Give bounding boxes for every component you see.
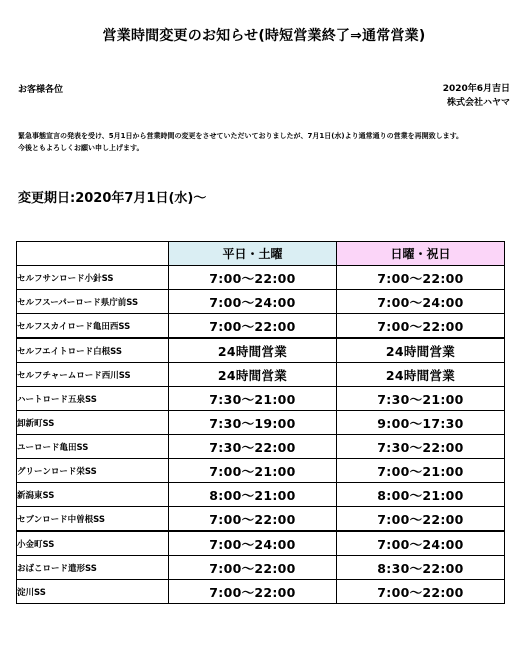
table-row	[17, 411, 505, 435]
company-name: 株式会社ハヤマ	[446, 98, 510, 108]
store-name-cell: セルフチャームロード西川SS	[17, 363, 169, 387]
weekday-hours-cell: 8:00〜21:00	[169, 483, 337, 507]
store-name-cell: セブンロード中曽根SS	[17, 507, 169, 532]
store-name-cell: ハートロード五泉SS	[17, 387, 169, 411]
table-row	[17, 266, 505, 290]
notice-text	[18, 130, 514, 154]
table-row	[17, 556, 505, 580]
holiday-hours-cell: 8:30〜22:00	[337, 556, 505, 580]
store-name-cell: 淀川SS	[17, 580, 169, 604]
store-name-cell: グリーンロード栄SS	[17, 459, 169, 483]
store-name-cell: セルフエイトロード白根SS	[17, 338, 169, 363]
weekday-hours-cell: 7:00〜22:00	[169, 266, 337, 290]
holiday-hours-cell: 7:00〜22:00	[337, 507, 505, 532]
weekday-hours-cell: 7:00〜22:00	[169, 314, 337, 339]
table-row	[17, 435, 505, 459]
store-name-cell: 小金町SS	[17, 531, 169, 556]
table-row	[17, 363, 505, 387]
table-row	[17, 507, 505, 532]
page-title: 営業時間変更のお知らせ(時短営業終了⇒通常営業)	[102, 28, 426, 44]
holiday-hours-cell: 24時間営業	[337, 363, 505, 387]
table-row	[17, 531, 505, 556]
addressee: お客様各位	[18, 85, 64, 95]
table-row	[17, 290, 505, 314]
weekday-hours-cell: 7:00〜22:00	[169, 556, 337, 580]
weekday-hours-cell: 7:00〜21:00	[169, 459, 337, 483]
holiday-hours-cell: 24時間営業	[337, 338, 505, 363]
holiday-hours-cell: 7:30〜21:00	[337, 387, 505, 411]
effective-date: 変更期日:2020年7月1日(水)〜	[18, 191, 207, 206]
holiday-hours-cell: 9:00〜17:30	[337, 411, 505, 435]
holiday-hours-cell: 7:00〜22:00	[337, 266, 505, 290]
holiday-hours-cell: 7:00〜24:00	[337, 531, 505, 556]
notice-line-1: 緊急事態宣言の発表を受け、5月1日から営業時間の変更をさせていただいておりましたが、7月1日(水)より通常通りの営業を再開致します。	[18, 132, 464, 140]
holiday-hours-cell: 7:00〜24:00	[337, 290, 505, 314]
holiday-hours-cell: 7:00〜21:00	[337, 459, 505, 483]
header-weekday: 平日・土曜	[169, 242, 337, 266]
weekday-hours-cell: 7:30〜21:00	[169, 387, 337, 411]
business-hours-table	[16, 241, 505, 604]
weekday-hours-cell: 24時間営業	[169, 338, 337, 363]
store-name-cell: ユーロード亀田SS	[17, 435, 169, 459]
table-row	[17, 483, 505, 507]
weekday-hours-cell: 7:00〜22:00	[169, 580, 337, 604]
weekday-hours-cell: 7:30〜22:00	[169, 435, 337, 459]
holiday-hours-cell: 7:30〜22:00	[337, 435, 505, 459]
table-row	[17, 314, 505, 339]
issue-date: 2020年6月吉日	[442, 84, 510, 94]
weekday-hours-cell: 7:00〜22:00	[169, 507, 337, 532]
table-row	[17, 338, 505, 363]
weekday-hours-cell: 7:00〜24:00	[169, 531, 337, 556]
holiday-hours-cell: 8:00〜21:00	[337, 483, 505, 507]
table-body	[17, 266, 505, 604]
header-corner-cell	[17, 242, 169, 266]
issuer-block	[443, 82, 510, 110]
table-row	[17, 580, 505, 604]
store-name-cell: おばこロード遣形SS	[17, 556, 169, 580]
store-name-cell: 新潟東SS	[17, 483, 169, 507]
table-header-row	[17, 242, 505, 266]
store-name-cell: 卸新町SS	[17, 411, 169, 435]
notice-line-2: 今後ともよろしくお願い申し上げます。	[18, 144, 144, 152]
store-name-cell: セルフスカイロード亀田西SS	[17, 314, 169, 339]
table-row	[17, 459, 505, 483]
table-row	[17, 387, 505, 411]
store-name-cell: セルフスーパーロード県庁前SS	[17, 290, 169, 314]
header-holiday: 日曜・祝日	[337, 242, 505, 266]
holiday-hours-cell: 7:00〜22:00	[337, 580, 505, 604]
weekday-hours-cell: 7:30〜19:00	[169, 411, 337, 435]
weekday-hours-cell: 24時間営業	[169, 363, 337, 387]
weekday-hours-cell: 7:00〜24:00	[169, 290, 337, 314]
store-name-cell: セルフサンロード小針SS	[17, 266, 169, 290]
holiday-hours-cell: 7:00〜22:00	[337, 314, 505, 339]
